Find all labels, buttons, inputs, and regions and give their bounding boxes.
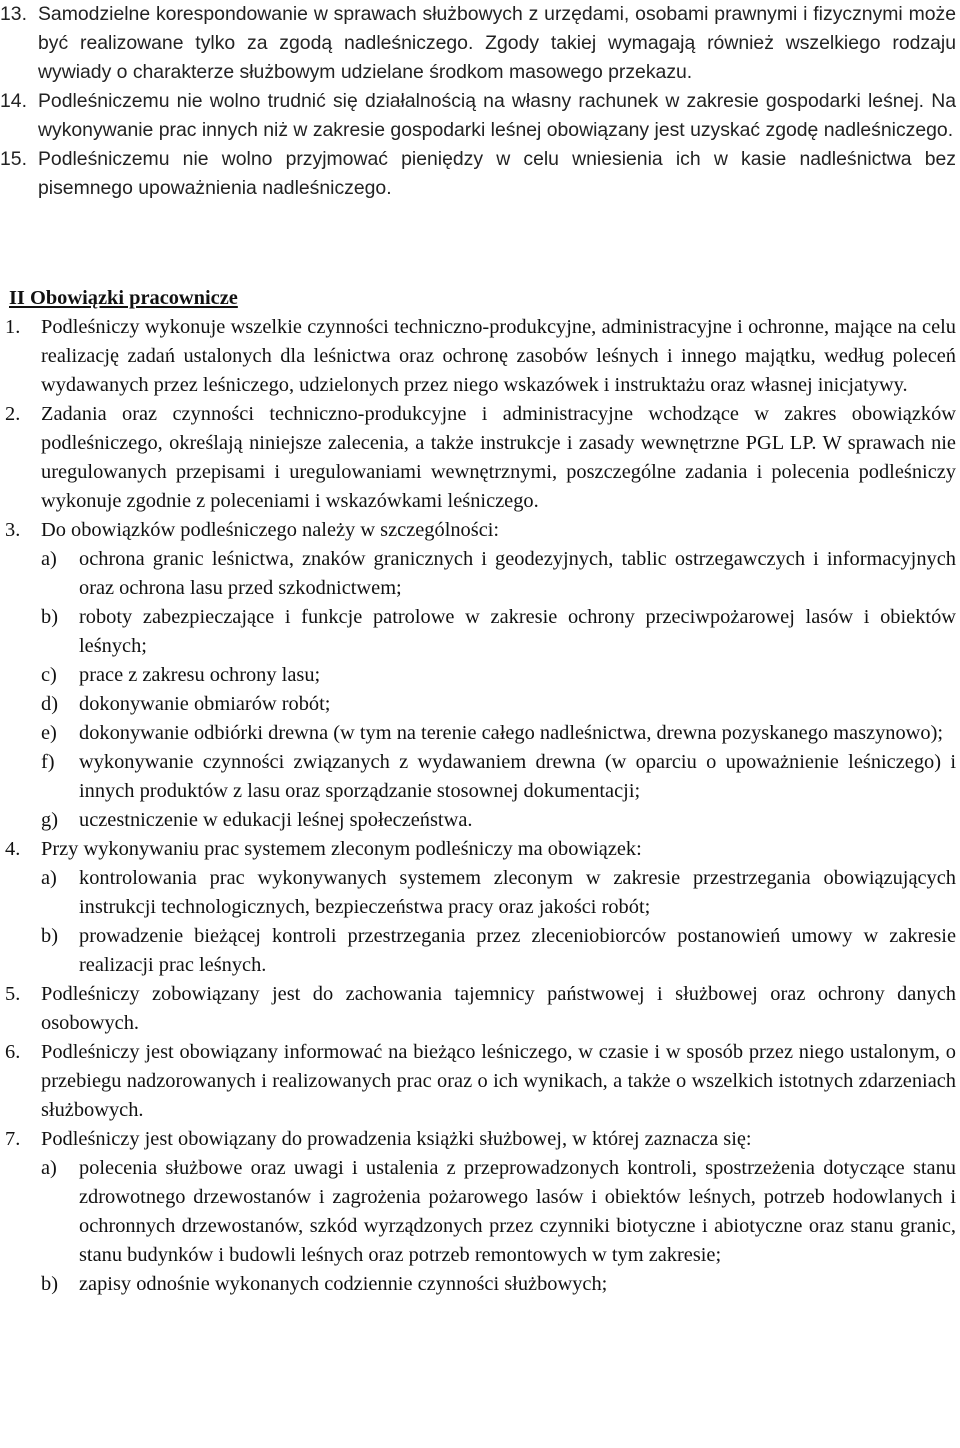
sub-item-g: [41, 806, 956, 835]
duty-3: [5, 516, 956, 835]
duty-1: [5, 313, 956, 400]
rule-15: [0, 145, 956, 203]
sub-letter: b): [41, 925, 58, 947]
sub-item-e: [41, 719, 956, 748]
rule-text: Samodzielne korespondowanie w sprawach służbowych z urzędami, osobami prawnymi i fizycznymi może być realizowane tylko za zgodą nadleśniczego. Zgody takiej wymagają również wszelkiego rodzaju wywiady o charakterze służbowym udzielane środkom masowego przekazu.: [38, 3, 956, 83]
duty-text: Podleśniczy jest obowiązany do prowadzenia książki służbowej, w której zaznacza się:: [41, 1128, 752, 1150]
sub-text: kontrolowania prac wykonywanych systemem zleconym w zakresie przestrzegania obowiązujących instrukcji technologicznych, bezpieczeństwa pracy oraz jakości robót;: [79, 867, 956, 918]
sub-letter: c): [41, 664, 57, 686]
sub-text: dokonywanie obmiarów robót;: [79, 693, 331, 715]
duty-7: [5, 1125, 956, 1299]
duty-number: 7.: [5, 1128, 21, 1150]
sub-item-a: [41, 1154, 956, 1270]
duty-number: 3.: [5, 519, 21, 541]
duty-number: 1.: [5, 316, 21, 338]
duty-text: Podleśniczy jest obowiązany informować na bieżąco leśniczego, w czasie i w sposób przez niego ustalonym, o przebiegu nadzorowanych i realizowanych prac oraz o ich wynikach, a także o wszelkich istotnych zdarzeniach służbowych.: [41, 1041, 956, 1121]
rule-text: Podleśniczemu nie wolno trudnić się działalnością na własny rachunek w zakresie gospodarki leśnej. Na wykonywanie prac innych niż w zakresie gospodarki leśnej obowiązany jest uzyskać zgodę nadleśniczego.: [38, 90, 956, 141]
duty-number: 2.: [5, 403, 21, 425]
sub-letter: e): [41, 722, 57, 744]
duty-text: Podleśniczy zobowiązany jest do zachowania tajemnicy państwowej i służbowej oraz ochrony danych osobowych.: [41, 983, 956, 1034]
sub-text: zapisy odnośnie wykonanych codziennie czynności służbowych;: [79, 1273, 608, 1295]
duty-content: [41, 835, 956, 980]
sub-item-b: [41, 922, 956, 980]
rule-14: [0, 87, 956, 145]
duty-text: Zadania oraz czynności techniczno-produkcyjne i administracyjne wchodzące w zakres obowiązków podleśniczego, określają niniejsze zalecenia, a także instrukcje i zasady wewnętrzne PGL LP. W sprawach nie uregulowanych przepisami i uregulowaniami wewnętrznymi, poszczególne zadania i polecenia podleśniczy wykonuje zgodnie z poleceniami i wskazówkami leśniczego.: [41, 403, 956, 512]
sub-text: prace z zakresu ochrony lasu;: [79, 664, 321, 686]
sub-item-a: [41, 864, 956, 922]
duty-text: Podleśniczy wykonuje wszelkie czynności techniczno-produkcyjne, administracyjne i ochronne, mające na celu realizację zadań ustalonych dla leśnictwa oraz ochronę zasobów leśnych i innego majątku, według poleceń wydawanych przez leśniczego, udzielonych przez niego wskazówek i instruktażu oraz własnej inicjatywy.: [41, 316, 956, 396]
sub-text: prowadzenie bieżącej kontroli przestrzegania przez zleceniobiorców postanowień umowy w zakresie realizacji prac leśnych.: [79, 925, 956, 976]
duty-text: Do obowiązków podleśniczego należy w szczególności:: [41, 519, 500, 541]
sub-item-d: [41, 690, 956, 719]
sub-letter: b): [41, 606, 58, 628]
rule-13: [0, 0, 956, 87]
sub-letter: g): [41, 809, 58, 831]
duty-6: [5, 1038, 956, 1125]
duty-number: 5.: [5, 983, 21, 1005]
duty-5: [5, 980, 956, 1038]
sub-item-a: [41, 545, 956, 603]
rule-number: 14.: [0, 90, 27, 112]
duty-content: [41, 1125, 956, 1299]
sub-letter: d): [41, 693, 58, 715]
rule-number: 13.: [0, 3, 27, 25]
sub-letter: a): [41, 548, 57, 570]
sub-letter: a): [41, 1157, 57, 1179]
sub-letter: b): [41, 1273, 58, 1295]
section-heading: II Obowiązki pracownicze: [9, 287, 238, 309]
sub-item-f: [41, 748, 956, 806]
duty-4: [5, 835, 956, 980]
duty-number: 4.: [5, 838, 21, 860]
sub-text: dokonywanie odbiórki drewna (w tym na terenie całego nadleśnictwa, drewna pozyskanego maszynowo);: [79, 722, 944, 744]
sub-letter: f): [41, 751, 55, 773]
sub-text: uczestniczenie w edukacji leśnej społeczeństwa.: [79, 809, 473, 831]
continued-rules-list: [0, 0, 956, 203]
sub-text: roboty zabezpieczające i funkcje patrolowe w zakresie ochrony przeciwpożarowej lasów i obiektów leśnych;: [79, 606, 956, 657]
sub-item-c: [41, 661, 956, 690]
sub-item-b: [41, 1270, 956, 1299]
sub-item-b: [41, 603, 956, 661]
sub-text: polecenia służbowe oraz uwagi i ustalenia z przeprowadzonych kontroli, spostrzeżenia dotyczące stanu zdrowotnego drzewostanów i zagrożenia pożarowego lasów i obiektów leśnych, potrzeb hodowlanych i ochronnych drzewostanów, szkód wyrządzonych przez czynniki biotyczne i abiotyczne oraz stanu granic, stanu budynków i budowli leśnych oraz potrzeb remontowych w tym zakresie;: [79, 1157, 956, 1266]
duty-text: Przy wykonywaniu prac systemem zleconym podleśniczy ma obowiązek:: [41, 838, 642, 860]
duty-content: [41, 516, 956, 835]
duties-list: [5, 313, 956, 1299]
duty-number: 6.: [5, 1041, 21, 1063]
rule-number: 15.: [0, 148, 27, 170]
sub-letter: a): [41, 867, 57, 889]
duty-2: [5, 400, 956, 516]
sub-text: ochrona granic leśnictwa, znaków granicznych i geodezyjnych, tablic ostrzegawczych i informacyjnych oraz ochrona lasu przed szkodnictwem;: [79, 548, 956, 599]
sub-text: wykonywanie czynności związanych z wydawaniem drewna (w oparciu o upoważnienie leśniczego) i innych produktów z lasu oraz sporządzanie stosownej dokumentacji;: [79, 751, 956, 802]
rule-text: Podleśniczemu nie wolno przyjmować pieniędzy w celu wniesienia ich w kasie nadleśnictwa bez pisemnego upoważnienia nadleśniczego.: [38, 148, 956, 199]
